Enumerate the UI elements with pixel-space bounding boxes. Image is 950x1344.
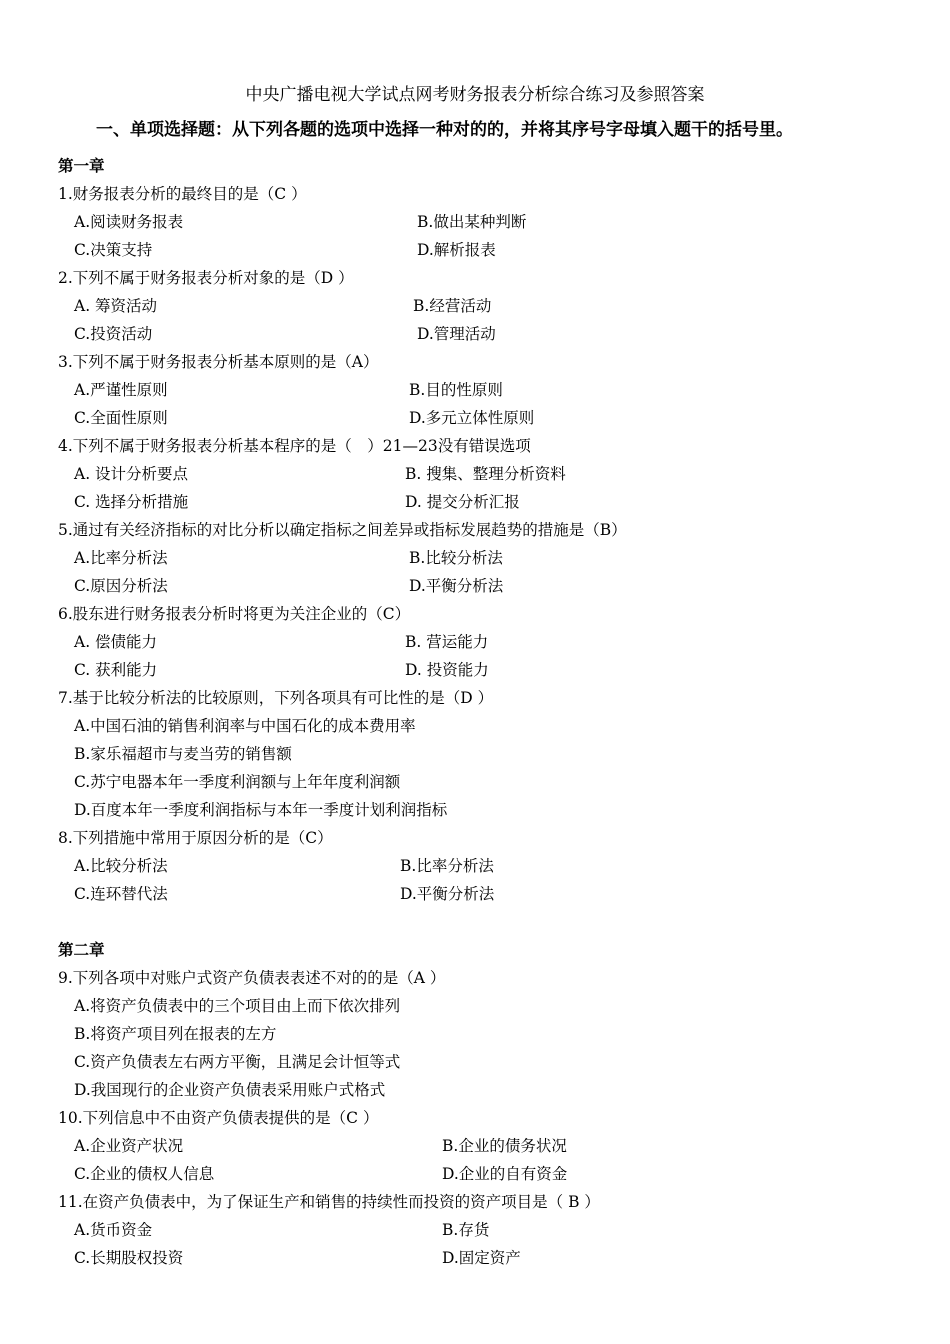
option-a: A. 设计分析要点	[74, 465, 189, 483]
option-c: C. 获利能力	[74, 661, 158, 679]
option-a: A.比率分析法	[74, 549, 168, 567]
option-c: C.资产负债表左右两方平衡，且满足会计恒等式	[74, 1053, 401, 1071]
option-d: D.解析报表	[417, 241, 496, 259]
option-c: C.长期股权投资	[74, 1249, 184, 1267]
option-a: A.企业资产状况	[74, 1137, 184, 1155]
option-b: B.经营活动	[413, 297, 492, 315]
question-text: 2.下列不属于财务报表分析对象的是（D ）	[58, 269, 354, 287]
option-b: B. 营运能力	[405, 633, 489, 651]
option-c: C.连环替代法	[74, 885, 168, 903]
option-d: D.百度本年一季度利润指标与本年一季度计划利润指标	[74, 801, 448, 819]
option-c: C.企业的债权人信息	[74, 1165, 215, 1183]
option-d: D.管理活动	[417, 325, 496, 343]
option-a: A.中国石油的销售利润率与中国石化的成本费用率	[74, 717, 416, 735]
section-heading: 一、单项选择题：从下列各题的选项中选择一种对的的，并将其序号字母填入题干的括号里。	[96, 120, 793, 140]
option-a: A. 筹资活动	[74, 297, 158, 315]
option-d: D.平衡分析法	[400, 885, 495, 903]
option-b: B.做出某种判断	[417, 213, 527, 231]
question-text: 7.基于比较分析法的比较原则，下列各项具有可比性的是（D ）	[58, 689, 494, 707]
option-c: C. 选择分析措施	[74, 493, 189, 511]
question-text: 10.下列信息中不由资产负债表提供的是（C ）	[58, 1109, 379, 1127]
question-text: 11.在资产负债表中，为了保证生产和销售的持续性而投资的资产项目是（ B ）	[58, 1193, 600, 1211]
option-c: C.全面性原则	[74, 409, 168, 427]
option-b: B.企业的债务状况	[442, 1137, 567, 1155]
option-a: A.严谨性原则	[74, 381, 168, 399]
document-title: 中央广播电视大学试点网考财务报表分析综合练习及参照答案	[245, 85, 705, 105]
option-d: D.我国现行的企业资产负债表采用账户式格式	[74, 1081, 386, 1099]
option-a: A.阅读财务报表	[74, 213, 184, 231]
question-text: 3.下列不属于财务报表分析基本原则的是（A）	[58, 353, 379, 371]
question-text: 1.财务报表分析的最终目的是（C ）	[58, 185, 307, 203]
option-b: B.比较分析法	[409, 549, 503, 567]
option-c: C.原因分析法	[74, 577, 168, 595]
option-d: D.多元立体性原则	[409, 409, 535, 427]
chapter-title: 第一章	[58, 156, 105, 175]
option-b: B.将资产项目列在报表的左方	[74, 1025, 277, 1043]
option-d: D.固定资产	[442, 1249, 521, 1267]
option-b: B.存货	[442, 1221, 490, 1239]
question-text: 8.下列措施中常用于原因分析的是（C）	[58, 829, 333, 847]
option-b: B.目的性原则	[409, 381, 503, 399]
question-text: 5.通过有关经济指标的对比分析以确定指标之间差异或指标发展趋势的措施是（B）	[58, 521, 627, 539]
option-c: C.投资活动	[74, 325, 153, 343]
chapter-title: 第二章	[58, 940, 105, 959]
option-b: B. 搜集、整理分析资料	[405, 465, 566, 483]
question-text: 6.股东进行财务报表分析时将更为关注企业的（C）	[58, 605, 411, 623]
question-text: 4.下列不属于财务报表分析基本程序的是（ ）21—23没有错误选项	[58, 437, 531, 455]
option-d: D.企业的自有资金	[442, 1165, 568, 1183]
question-text: 9.下列各项中对账户式资产负债表表述不对的的是（A ）	[58, 969, 446, 987]
option-a: A.比较分析法	[74, 857, 168, 875]
option-d: D.平衡分析法	[409, 577, 504, 595]
option-d: D. 投资能力	[405, 661, 489, 679]
option-a: A.将资产负债表中的三个项目由上而下依次排列	[74, 997, 401, 1015]
option-a: A.货币资金	[74, 1221, 153, 1239]
option-a: A. 偿债能力	[74, 633, 158, 651]
option-d: D. 提交分析汇报	[405, 493, 520, 511]
option-b: B.家乐福超市与麦当劳的销售额	[74, 745, 292, 763]
option-b: B.比率分析法	[400, 857, 494, 875]
option-c: C.决策支持	[74, 241, 153, 259]
option-c: C.苏宁电器本年一季度利润额与上年年度利润额	[74, 773, 401, 791]
